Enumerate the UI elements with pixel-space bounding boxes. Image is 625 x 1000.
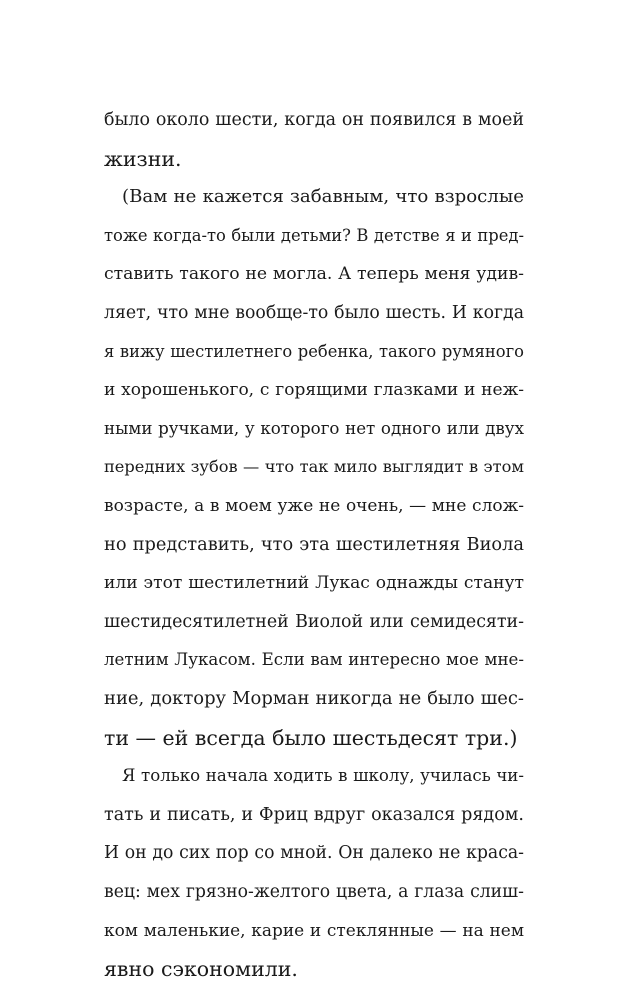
text-line: ляет, что мне вообще-то было шесть. И когда — [104, 302, 524, 323]
text-line: но представить, что эта шестилетняя Виола — [104, 533, 524, 555]
text-line: тоже когда-то были детьми? В детстве я и пред- — [104, 225, 524, 245]
text-line: ние, доктору Морман никогда не было шес- — [104, 687, 524, 709]
text-line: возрасте, а в моем уже не очень, — мне слож- — [104, 495, 524, 516]
page-text — [104, 101, 524, 989]
text-line: летним Лукасом. Если вам интересно мое мне- — [104, 650, 524, 670]
text-line: было около шести, когда он появился в моей — [104, 110, 524, 130]
text-line: ставить такого не могла. А теперь меня удив- — [104, 264, 524, 285]
text-line: (Вам не кажется забавным, что взрослые — [122, 186, 524, 208]
text-line: или этот шестилетний Лукас однажды станут — [104, 573, 524, 594]
text-line: явно сэкономили. — [104, 957, 298, 982]
text-line: жизни. — [104, 146, 182, 171]
text-line: вец: мех грязно-желтого цвета, а глаза слиш- — [104, 881, 524, 902]
text-line: ти — ей всегда было шестьдесят три.) — [104, 725, 518, 750]
text-line: и хорошенького, с горящими глазками и неж- — [104, 380, 524, 401]
text-line: ком маленькие, карие и стеклянные — на нем — [104, 920, 524, 941]
text-line: тать и писать, и Фриц вдруг оказался рядом. — [104, 804, 524, 825]
text-line: Я только начала ходить в школу, училась чи- — [122, 766, 524, 786]
text-line: шестидесятилетней Виолой или семидесяти- — [104, 611, 524, 632]
text-line: передних зубов — что так мило выглядит в этом — [104, 457, 524, 477]
text-line: я вижу шестилетнего ребенка, такого румяного — [104, 341, 524, 361]
text-line: ными ручками, у которого нет одного или двух — [104, 418, 524, 438]
text-line: И он до сих пор со мной. Он далеко не краса- — [104, 843, 524, 864]
